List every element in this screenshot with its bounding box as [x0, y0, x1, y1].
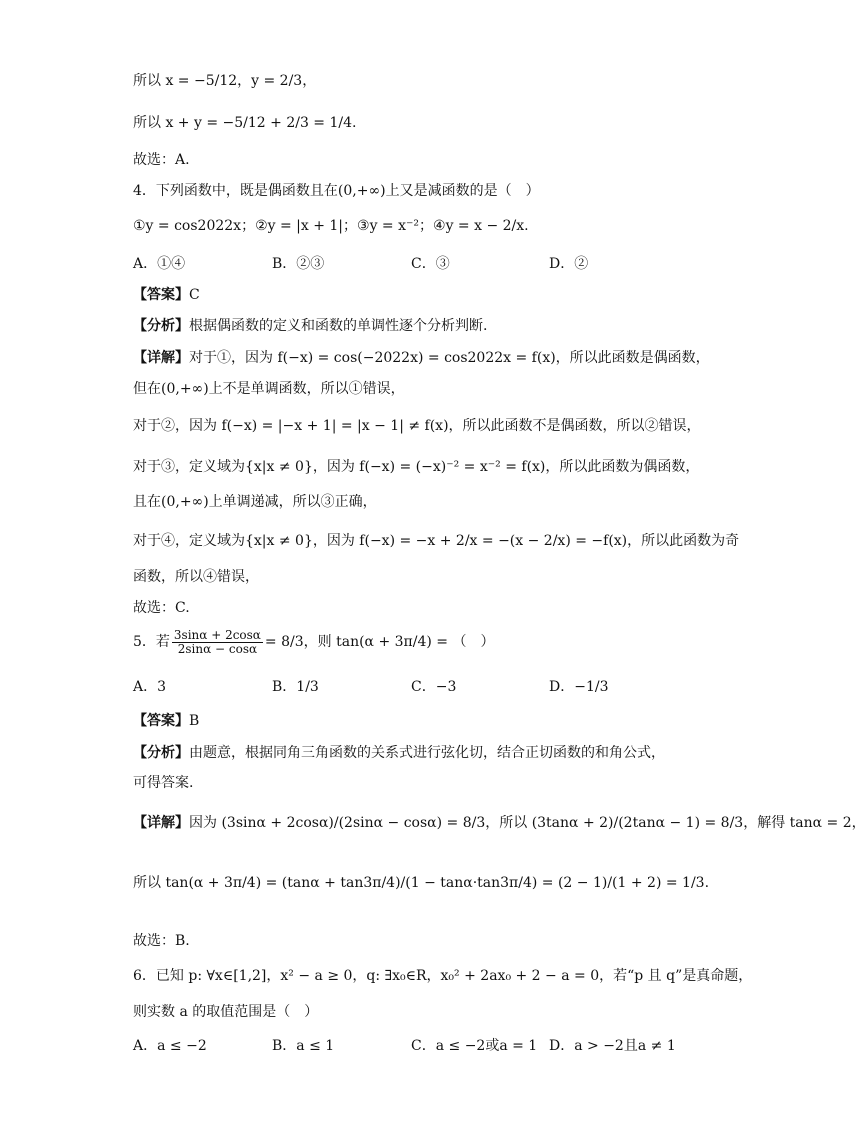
choice-b: B．a ≤ 1 [272, 1038, 335, 1054]
choice-d: D．② [549, 256, 589, 272]
detail-line [133, 347, 710, 369]
text-line: 故选：A. [133, 152, 190, 168]
analysis-line [133, 742, 665, 764]
answer-value: B [189, 713, 200, 729]
q5-suffix: ，则 tan(α + 3π/4) = （ ） [303, 634, 495, 650]
q4-choices [133, 253, 693, 277]
detail-tag: 【详解】 [133, 815, 189, 831]
text-line: 但在(0,+∞)上不是单调函数，所以①错误， [133, 381, 405, 397]
answer-line [133, 710, 199, 732]
text-line: 函数，所以④错误， [133, 569, 259, 585]
q5-condition-fraction [172, 629, 263, 656]
detail-line [133, 812, 866, 834]
q6-choices [133, 1035, 693, 1059]
text-line: 且在(0,+∞)上单调递减，所以③正确， [133, 494, 377, 510]
choice-d: D．−1/3 [549, 679, 609, 695]
q5-choices [133, 676, 693, 700]
choice-a: A．a ≤ −2 [133, 1038, 207, 1054]
question-5 [133, 626, 494, 658]
choice-d: D．a > −2且a ≠ 1 [549, 1038, 676, 1054]
choice-a: A．3 [133, 679, 167, 695]
text-line: 所以 x = −5/12，y = 2/3， [133, 73, 317, 89]
fraction-numerator: 3sinα + 2cosα [173, 627, 261, 642]
choice-b: B．②③ [272, 256, 325, 272]
analysis-line [133, 315, 487, 337]
choice-b: B．1/3 [272, 679, 319, 695]
answer-line [133, 284, 200, 306]
question-4: 4．下列函数中，既是偶函数且在(0,+∞)上又是减函数的是（ ） [133, 183, 540, 199]
question-6-line-2: 则实数 a 的取值范围是（ ） [133, 1004, 319, 1020]
analysis-tag: 【分析】 [133, 318, 189, 334]
detail-tag: 【详解】 [133, 350, 189, 366]
text-line: 所以 x + y = −5/12 + 2/3 = 1/4. [133, 115, 357, 131]
text-line: 对于④，定义域为{x|x ≠ 0}，因为 f(−x) = −x + 2/x = −(x − 2/x) = −f(x)，所以此函数为奇 [133, 533, 740, 549]
fraction-denominator: 2sinα − cosα [177, 641, 258, 656]
text-line: 对于③，定义域为{x|x ≠ 0}，因为 f(−x) = (−x)⁻² = x⁻² = f(x)，所以此函数为偶函数， [133, 459, 700, 475]
q5-prefix: 5．若 [133, 634, 170, 650]
text-line: 对于②，因为 f(−x) = |−x + 1| = |x − 1| ≠ f(x)，所以此函数不是偶函数，所以②错误， [133, 418, 701, 434]
choice-c: C．a ≤ −2或a = 1 [411, 1038, 538, 1054]
answer-tag: 【答案】 [133, 713, 189, 729]
choice-c: C．③ [411, 256, 450, 272]
question-6: 6．已知 p: ∀x∈[1,2]，x² − a ≥ 0，q: ∃x₀∈R，x₀² + 2ax₀ + 2 − a = 0，若“p 且 q”是真命题， [133, 968, 753, 984]
answer-value: C [189, 287, 200, 303]
analysis-tag: 【分析】 [133, 745, 189, 761]
choice-c: C．−3 [411, 679, 457, 695]
detail-text: 因为 (3sinα + 2cosα)/(2sinα − cosα) = 8/3，所以 (3tanα + 2)/(2tanα − 1) = 8/3，解得 tanα = 2， [189, 815, 866, 831]
text-line: 可得答案. [133, 775, 194, 791]
analysis-text: 由题意，根据同角三角函数的关系式进行弦化切，结合正切函数的和角公式， [189, 745, 665, 761]
q5-condition-value: = 8/3 [264, 634, 304, 650]
choice-a: A．①④ [133, 256, 186, 272]
text-line: 故选：C. [133, 600, 190, 616]
answer-tag: 【答案】 [133, 287, 189, 303]
detail-text: 对于①，因为 f(−x) = cos(−2022x) = cos2022x = f(x)，所以此函数是偶函数， [189, 350, 710, 366]
analysis-text: 根据偶函数的定义和函数的单调性逐个分析判断. [189, 318, 488, 334]
question-4-options: ①y = cos2022x；②y = |x + 1|；③y = x⁻²；④y = x − 2/x. [133, 218, 529, 234]
text-line: 所以 tan(α + 3π/4) = (tanα + tan3π/4)/(1 − tanα·tan3π/4) = (2 − 1)/(1 + 2) = 1/3. [133, 875, 710, 891]
text-line: 故选：B. [133, 933, 190, 949]
